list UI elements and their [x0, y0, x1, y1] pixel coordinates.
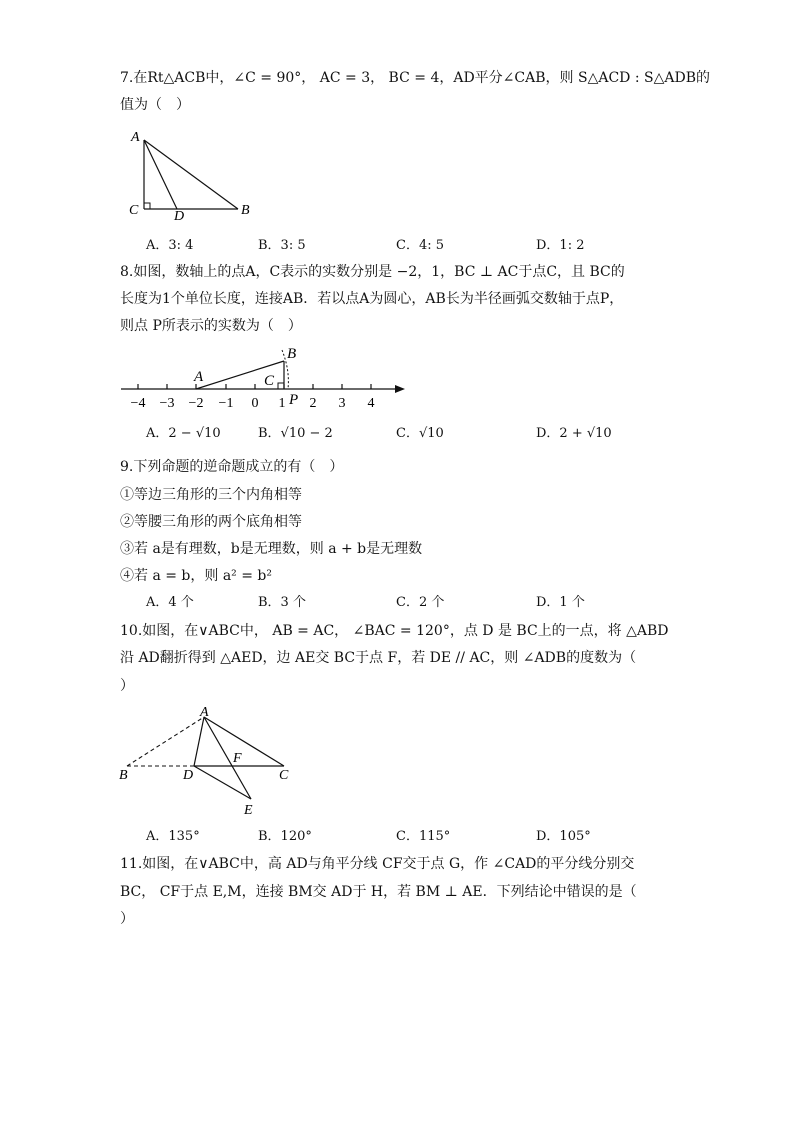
q7-option-c[interactable]: C．4: 5	[396, 238, 445, 253]
q10-options	[146, 827, 746, 847]
q10-option-c[interactable]: C．115°	[396, 829, 451, 844]
q8-option-a[interactable]: A．2 − √10	[146, 426, 221, 441]
q8-number: 8.	[120, 264, 134, 280]
q7-line-1: 7.在Rt△ACB中，∠C = 90°， AC = 3， BC = 4，AD平分∠CAB，则 S△ACD : S△ADB的	[120, 70, 710, 86]
q8-label-c: C	[264, 373, 275, 389]
q7-label-b: B	[241, 203, 250, 218]
q7-label-c: C	[129, 203, 139, 218]
q8-tick-label: 3	[338, 396, 346, 411]
q9-options	[146, 593, 746, 613]
q9-statement-4: ④若 a = b，则 a² = b²	[120, 568, 273, 584]
q10-line-1: 10.如图，在∨ABC中， AB = AC， ∠BAC = 120°，点 D 是 BC上的一点，将 △ABD	[120, 623, 669, 639]
q10-option-d[interactable]: D．105°	[536, 829, 591, 844]
q9-statement-2: ②等腰三角形的两个底角相等	[120, 514, 302, 530]
q10-option-b[interactable]: B．120°	[258, 829, 312, 844]
q8-option-c[interactable]: C．√10	[396, 426, 444, 441]
q11-line-1: 11.如图，在∨ABC中，高 AD与角平分线 CF交于点 G，作 ∠CAD的平分线分别交	[120, 856, 635, 872]
q8-label-a: A	[194, 369, 204, 385]
q8-tick-label: −3	[159, 396, 175, 411]
q11-number: 11.	[120, 856, 143, 872]
q10-label-a: A	[200, 705, 209, 720]
q9-option-a[interactable]: A．4 个	[146, 595, 194, 610]
q7-figure	[120, 126, 265, 222]
q10-label-e: E	[244, 803, 253, 818]
q10-number: 10.	[120, 623, 143, 639]
q7-number: 7.	[120, 70, 134, 86]
q8-tick-label: −2	[188, 396, 204, 411]
q10-label-c: C	[279, 768, 289, 783]
q7-label-d: D	[174, 209, 185, 222]
q7-option-d[interactable]: D．1: 2	[536, 238, 585, 253]
q8-option-b[interactable]: B．√10 − 2	[258, 426, 333, 441]
q10-label-b: B	[119, 768, 128, 783]
q10-label-f: F	[233, 751, 242, 766]
q8-label-b: B	[287, 346, 297, 362]
q10-line-2: 沿 AD翻折得到 △AED，边 AE交 BC于点 F，若 DE // AC，则 ∠ADB的度数为（	[120, 650, 637, 666]
q10-line-3: ）	[120, 678, 134, 694]
q7-option-b[interactable]: B．3: 5	[258, 238, 306, 253]
q7-line-2: 值为（ ）	[120, 97, 190, 113]
q8-number-line-figure	[118, 340, 408, 412]
q9-line-1: 9.下列命题的逆命题成立的有（ ）	[120, 459, 344, 475]
q10-label-d: D	[183, 768, 194, 783]
q11-line-2: BC， CF于点 E,M，连接 BM交 AD于 H，若 BM ⊥ AE．下列结论中错误的是（	[120, 884, 637, 900]
q8-line-2: 长度为1个单位长度，连接AB．若以点A为圆心，AB长为半径画弧交数轴于点P，	[120, 291, 624, 307]
q9-option-d[interactable]: D．1 个	[536, 595, 585, 610]
q9-statement-3: ③若 a是有理数，b是无理数，则 a + b是无理数	[120, 541, 423, 557]
q8-tick-label: −4	[130, 396, 146, 411]
q9-number: 9.	[120, 459, 134, 475]
q9-option-c[interactable]: C．2 个	[396, 595, 445, 610]
q8-line-3: 则点 P所表示的实数为（ ）	[120, 318, 302, 334]
q9-statement-1: ①等边三角形的三个内角相等	[120, 487, 302, 503]
q7-options	[146, 236, 746, 256]
q8-option-d[interactable]: D．2 + √10	[536, 426, 612, 441]
q8-tick-label: 1	[278, 396, 286, 411]
q8-tick-label: 2	[309, 396, 317, 411]
q9-option-b[interactable]: B．3 个	[258, 595, 306, 610]
q8-options	[146, 424, 746, 444]
q8-tick-label: 0	[251, 396, 259, 411]
q8-tick-label: −1	[218, 396, 234, 411]
q8-line-1: 8.如图，数轴上的点A，C表示的实数分别是 −2，1，BC ⊥ AC于点C，且 BC的	[120, 264, 625, 280]
q7-option-a[interactable]: A．3: 4	[146, 238, 194, 253]
q7-label-a: A	[131, 130, 140, 145]
q10-figure	[116, 702, 306, 820]
q8-tick-label: 4	[367, 396, 375, 411]
q10-option-a[interactable]: A．135°	[146, 829, 200, 844]
q11-line-3: ）	[120, 911, 134, 927]
q8-label-p: P	[289, 392, 299, 408]
